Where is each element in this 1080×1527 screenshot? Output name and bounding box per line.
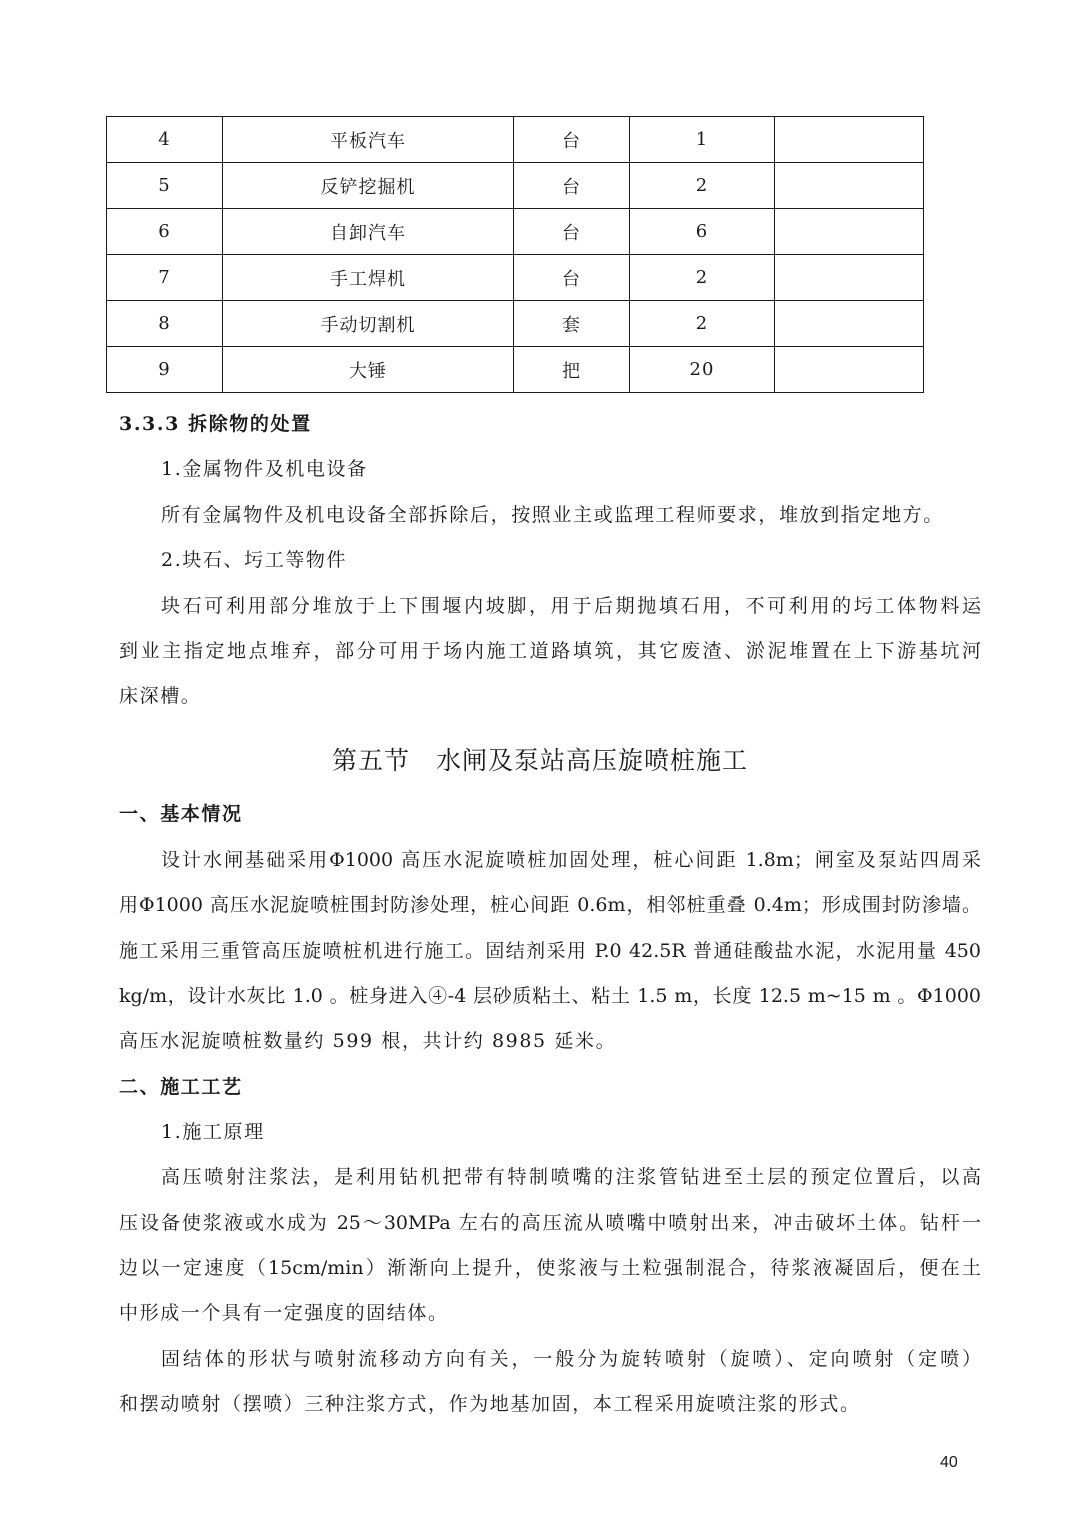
unit-cell: 台: [514, 117, 630, 163]
row-number-cell: 4: [107, 117, 223, 163]
equipment-name-cell: 大锤: [223, 347, 514, 393]
quantity-cell: 2: [630, 301, 775, 347]
part-heading-process: 二、施工工艺: [119, 1076, 243, 1098]
unit-cell: 台: [514, 163, 630, 209]
paragraph-principle-line: 中形成一个具有一定强度的固结体。: [119, 1302, 449, 1324]
subsection-heading-3-3-3: 3.3.3 拆除物的处置: [119, 413, 312, 435]
paragraph-stone-line: 床深槽。: [119, 685, 202, 707]
table-row: [107, 117, 924, 163]
quantity-cell: 2: [630, 255, 775, 301]
equipment-name-cell: 平板汽车: [223, 117, 514, 163]
equipment-table: [106, 116, 924, 393]
row-number-cell: 5: [107, 163, 223, 209]
table-row: [107, 347, 924, 393]
table-row: [107, 301, 924, 347]
row-number-cell: 7: [107, 255, 223, 301]
quantity-cell: 20: [630, 347, 775, 393]
row-number-cell: 6: [107, 209, 223, 255]
unit-cell: 套: [514, 301, 630, 347]
equipment-name-cell: 自卸汽车: [223, 209, 514, 255]
page-number: 40: [940, 1454, 958, 1471]
equipment-name-cell: 手动切割机: [223, 301, 514, 347]
unit-cell: 把: [514, 347, 630, 393]
item-title-metal: 1.金属物件及机电设备: [161, 458, 368, 480]
equipment-table-body: [107, 117, 924, 393]
item-title-principle: 1.施工原理: [161, 1121, 265, 1143]
section-title: 第五节 水闸及泵站高压旋喷桩施工: [331, 746, 748, 775]
paragraph-stone-line: 到业主指定地点堆弃，部分可用于场内施工道路填筑，其它废渣、淤泥堆置在上下游基坑河: [119, 640, 981, 662]
table-row: [107, 209, 924, 255]
quantity-cell: 6: [630, 209, 775, 255]
paragraph-basic-line: 设计水闸基础采用Φ1000 高压水泥旋喷桩加固处理，桩心间距 1.8m；闸室及泵站四周采: [161, 849, 981, 871]
table-row: [107, 255, 924, 301]
quantity-cell: 2: [630, 163, 775, 209]
paragraph-basic-line: kg/m，设计水灰比 1.0 。桩身进入④-4 层砂质粘土、粘土 1.5 m，长度 12.5 m~15 m 。Φ1000: [119, 985, 981, 1007]
remark-cell: [775, 163, 924, 209]
row-number-cell: 8: [107, 301, 223, 347]
unit-cell: 台: [514, 255, 630, 301]
unit-cell: 台: [514, 209, 630, 255]
remark-cell: [775, 301, 924, 347]
part-heading-basic: 一、基本情况: [119, 803, 243, 825]
quantity-cell: 1: [630, 117, 775, 163]
paragraph-shape-line: 和摆动喷射（摆喷）三种注浆方式，作为地基加固，本工程采用旋喷注浆的形式。: [119, 1393, 861, 1415]
paragraph-metal: 所有金属物件及机电设备全部拆除后，按照业主或监理工程师要求，堆放到指定地方。: [161, 504, 944, 526]
paragraph-shape-line: 固结体的形状与喷射流移动方向有关，一般分为旋转喷射（旋喷）、定向喷射（定喷）: [161, 1348, 981, 1370]
remark-cell: [775, 255, 924, 301]
paragraph-basic-line: 用Φ1000 高压水泥旋喷桩围封防渗处理，桩心间距 0.6m，相邻桩重叠 0.4m；形成围封防渗墙。: [119, 894, 981, 916]
paragraph-basic-line: 施工采用三重管高压旋喷桩机进行施工。固结剂采用 P.0 42.5R 普通硅酸盐水泥，水泥用量 450: [119, 940, 981, 962]
equipment-name-cell: 反铲挖掘机: [223, 163, 514, 209]
table-row: [107, 163, 924, 209]
row-number-cell: 9: [107, 347, 223, 393]
paragraph-basic-line: 高压水泥旋喷桩数量约 599 根，共计约 8985 延米。: [119, 1030, 617, 1052]
paragraph-stone-line: 块石可利用部分堆放于上下围堰内坡脚，用于后期抛填石用，不可利用的圬工体物料运: [161, 595, 981, 617]
paragraph-principle-line: 高压喷射注浆法，是利用钻机把带有特制喷嘴的注浆管钻进至土层的预定位置后，以高: [161, 1166, 981, 1188]
remark-cell: [775, 347, 924, 393]
remark-cell: [775, 117, 924, 163]
paragraph-principle-line: 压设备使浆液或水成为 25～30MPa 左右的高压流从喷嘴中喷射出来，冲击破坏土体。钻杆一: [119, 1212, 981, 1234]
item-title-stone: 2.块石、圬工等物件: [161, 549, 348, 571]
remark-cell: [775, 209, 924, 255]
paragraph-principle-line: 边以一定速度（15cm/min）渐渐向上提升，使浆液与土粒强制混合，待浆液凝固后，便在土: [119, 1257, 981, 1279]
equipment-name-cell: 手工焊机: [223, 255, 514, 301]
